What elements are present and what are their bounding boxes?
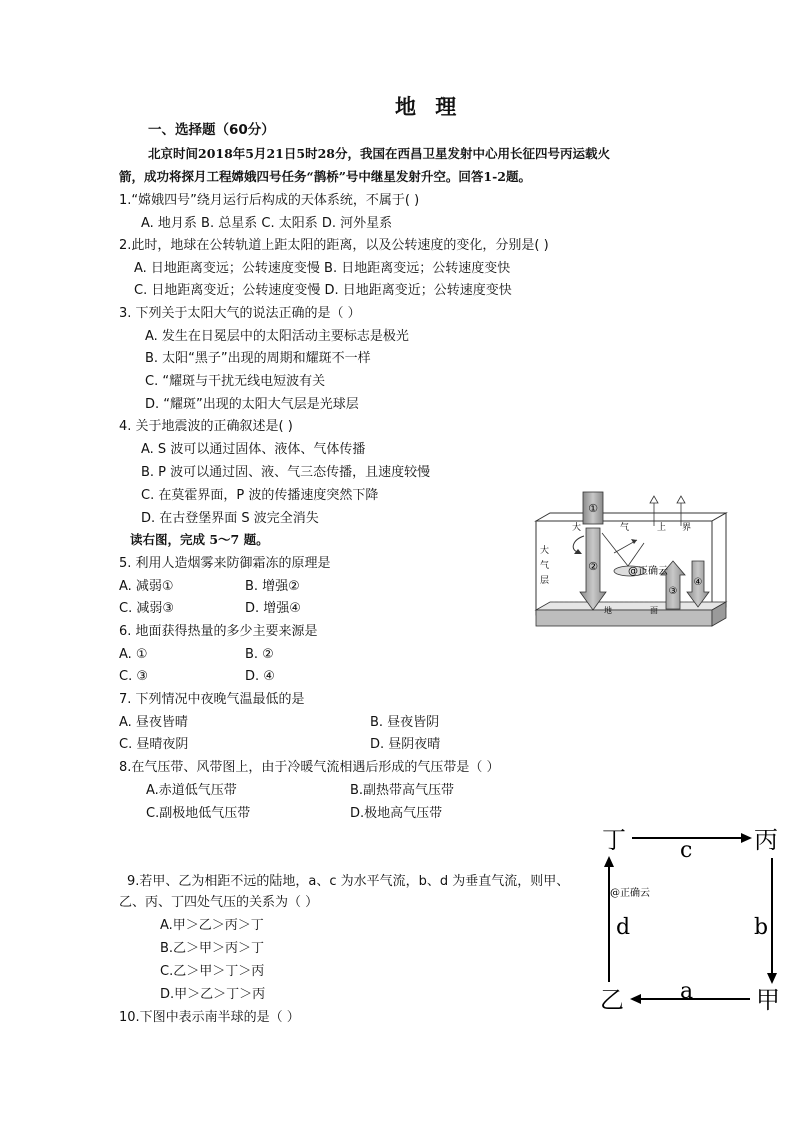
- ground-label-1: 地: [604, 606, 612, 615]
- q8-stem: 8.在气压带、风带图上，由于冷暖气流相遇后形成的气压带是（ ）: [119, 760, 500, 775]
- q8-option-c: C.副极地低气压带: [146, 806, 251, 821]
- label-c: c: [680, 838, 693, 863]
- q6-option-c: C. ③: [119, 669, 148, 684]
- side-label-1: 大: [540, 546, 550, 556]
- label-2: ②: [588, 560, 598, 573]
- q9-option-c: C.乙＞甲＞丁＞丙: [160, 964, 265, 979]
- ground-slab-front: [536, 610, 712, 626]
- label-4: ④: [693, 577, 703, 588]
- top-label-jie: 界: [682, 523, 692, 533]
- q5-stem: 5. 利用人造烟雾来防御霜冻的原理是: [119, 556, 331, 571]
- q6-option-a: A. ①: [119, 647, 148, 662]
- page-title: 地 理: [395, 94, 463, 119]
- circulation-diagram: [594, 816, 788, 1026]
- q9-option-d: D.甲＞乙＞丁＞丙: [160, 987, 266, 1002]
- q3-option-c: C. “耀斑与干扰无线电短波有关: [145, 374, 326, 389]
- ground-label-2: 面: [650, 606, 658, 615]
- q9-stem-line2: 乙、丙、丁四处气压的关系为（ ）: [119, 895, 319, 910]
- label-a: a: [680, 979, 694, 1004]
- q4-option-d: D. 在古登堡界面 S 波完全消失: [141, 511, 319, 526]
- watermark: @正确云: [628, 566, 668, 577]
- q2-stem: 2.此时，地球在公转轨道上距太阳的距离，以及公转速度的变化，分别是( ): [119, 238, 549, 253]
- top-label-qi: 气: [620, 523, 630, 533]
- q6-option-d: D. ④: [245, 669, 275, 684]
- label-d: d: [616, 915, 631, 940]
- q5-option-d: D. 增强④: [245, 601, 301, 616]
- q2-options-row2: C. 日地距离变近；公转速度变慢 D. 日地距离变近；公转速度变快: [134, 283, 512, 298]
- q5-option-a: A. 减弱①: [119, 579, 174, 594]
- node-yi: 乙: [600, 986, 624, 1014]
- box-top-face: [536, 513, 726, 521]
- watermark: @正确云: [610, 888, 650, 899]
- node-bing: 丙: [754, 826, 778, 854]
- side-label-2: 气: [540, 561, 550, 571]
- q4-option-c: C. 在莫霍界面，P 波的传播速度突然下降: [141, 488, 379, 503]
- q4-option-a: A. S 波可以通过固体、液体、气体传播: [141, 442, 366, 457]
- box-side: [712, 513, 726, 615]
- q4-stem: 4. 关于地震波的正确叙述是( ): [119, 419, 293, 434]
- q1-stem: 1.“嫦娥四号”绕月运行后构成的天体系统，不属于( ): [119, 193, 420, 208]
- q7-option-c: C. 昼晴夜阴: [119, 737, 189, 752]
- q6-stem: 6. 地面获得热量的多少主要来源是: [119, 624, 318, 639]
- q3-stem: 3. 下列关于太阳大气的说法正确的是（ ）: [119, 306, 361, 321]
- q5-option-b: B. 增强②: [245, 579, 300, 594]
- q7-stem: 7. 下列情况中夜晚气温最低的是: [119, 692, 305, 707]
- side-label-3: 层: [540, 576, 550, 586]
- q2-options-row1: A. 日地距离变远；公转速度变慢 B. 日地距离变远；公转速度变快: [134, 261, 511, 276]
- q3-option-b: B. 太阳“黑子”出现的周期和耀斑不一样: [145, 351, 371, 366]
- intro-line-2: 箭，成功将探月工程嫦娥四号任务“鹊桥”号中继星发射升空。回答1-2题。: [119, 169, 531, 184]
- q3-option-a: A. 发生在日冕层中的太阳活动主要标志是极光: [145, 329, 409, 344]
- intro-line-1: 北京时间2018年5月21日5时28分，我国在西昌卫星发射中心用长征四号丙运载火: [148, 146, 610, 161]
- q7-option-b: B. 昼夜皆阴: [370, 715, 440, 730]
- node-jia: 甲: [756, 986, 780, 1014]
- section-heading: 一、选择题（60分）: [148, 122, 275, 138]
- read-note: 读右图，完成 5～7 题。: [130, 532, 269, 547]
- q4-option-b: B. P 波可以通过固、液、气三态传播，且速度较慢: [141, 465, 431, 480]
- label-3: ③: [668, 586, 678, 597]
- q9-option-b: B.乙＞甲＞丙＞丁: [160, 941, 265, 956]
- q7-option-a: A. 昼夜皆晴: [119, 715, 188, 730]
- q7-option-d: D. 昼阴夜晴: [370, 737, 441, 752]
- q8-option-d: D.极地高气压带: [350, 806, 443, 821]
- q3-option-d: D. “耀斑”出现的太阳大气层是光球层: [145, 397, 359, 412]
- q8-option-a: A.赤道低气压带: [146, 783, 237, 798]
- label-b: b: [754, 915, 769, 940]
- label-1: ①: [588, 502, 598, 515]
- q8-option-b: B.副热带高气压带: [350, 783, 455, 798]
- q6-option-b: B. ②: [245, 647, 274, 662]
- node-ding: 丁: [602, 826, 626, 854]
- q9-stem-line1: 9.若甲、乙为相距不远的陆地，a、c 为水平气流，b、d 为垂直气流，则甲、: [127, 874, 570, 889]
- top-label-da: 大: [572, 523, 582, 533]
- atmosphere-heating-diagram: [532, 488, 730, 632]
- q10-stem: 10.下图中表示南半球的是（ ）: [119, 1010, 300, 1025]
- q5-option-c: C. 减弱③: [119, 601, 174, 616]
- q9-option-a: A.甲＞乙＞丙＞丁: [160, 918, 264, 933]
- top-label-shang: 上: [657, 523, 667, 533]
- q1-options: A. 地月系 B. 总星系 C. 太阳系 D. 河外星系: [141, 216, 393, 231]
